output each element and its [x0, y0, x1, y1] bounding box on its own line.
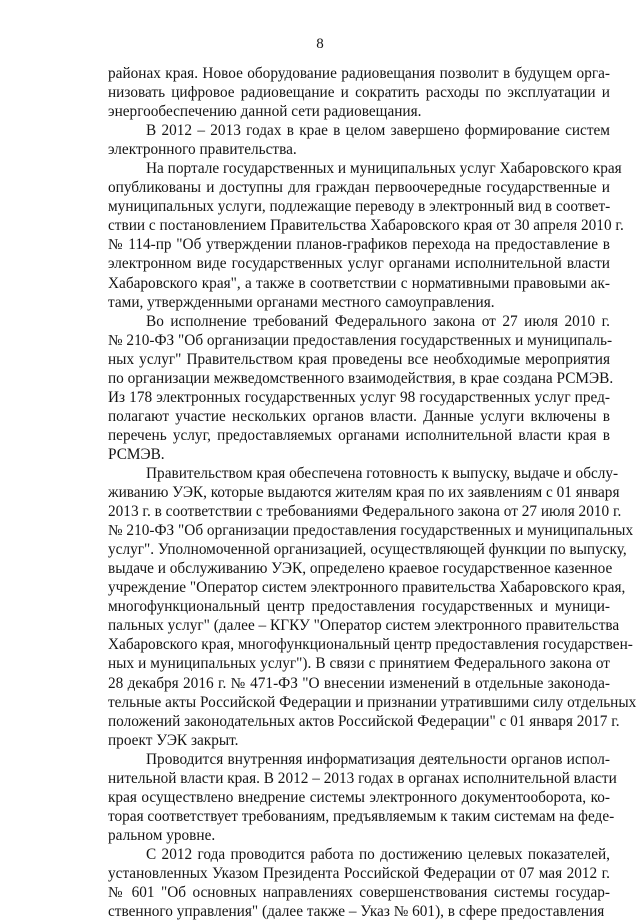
text-line: установленных Указом Президента Российской Федерации от 07 мая 2012 г. — [108, 864, 610, 882]
text-line: выдаче и обслуживанию УЭК, определено краевое государственное казенное — [108, 560, 613, 578]
text-line: Во исполнение требований Федерального закона от 27 июля 2010 г. — [146, 312, 610, 330]
text-line: электронном виде государственных услуг органами исполнительной власти — [108, 255, 610, 273]
text-line: проект УЭК закрыт. — [108, 731, 239, 749]
paragraph — [108, 750, 617, 845]
text-line: 28 декабря 2016 г. № 471-ФЗ "О внесении изменений в отдельные законода- — [108, 674, 610, 692]
text-line: На портале государственных и муниципальных услуг Хабаровского края — [146, 160, 622, 178]
page-number: 8 — [316, 36, 324, 52]
text-line: пальных услуг" (далее – КГКУ "Оператор систем электронного правительства — [108, 617, 620, 635]
text-line: № 114-пр "Об утверждении планов-графиков перехода на предоставление в — [108, 236, 610, 254]
text-line: опубликованы и доступны для граждан первоочередные государственные и — [108, 179, 610, 197]
text-line: В 2012 – 2013 годах в крае в целом завершено формирование систем — [146, 122, 610, 140]
text-line: № 210-ФЗ "Об организации предоставления государственных и муниципальных — [108, 522, 634, 540]
text-line: перечень услуг, предоставляемых органами исполнительной власти края в — [108, 426, 610, 444]
text-line: ных услуг" Правительством края проведены все необходимые мероприятия — [108, 350, 610, 368]
text-line: ральном уровне. — [108, 826, 216, 844]
paragraph — [108, 845, 610, 921]
text-line: тельные акты Российской Федерации и признании утратившими силу отдельных — [108, 693, 637, 711]
text-line: нительной власти края. В 2012 – 2013 годах в органах исполнительной власти — [108, 769, 617, 787]
text-line: ственного управления" (далее также – Указ № 601), в сфере предоставления — [108, 903, 605, 921]
text-line: тами, утвержденными органами местного самоуправления. — [108, 293, 495, 311]
text-line: края осуществлено внедрение системы электронного документооборота, ко- — [108, 788, 610, 806]
text-line: Из 178 электронных государственных услуг 98 государственных услуг пред- — [108, 388, 610, 406]
paragraph — [108, 121, 610, 159]
text-line: положений законодательных актов Российской Федерации" с 01 января 2017 г. — [108, 712, 620, 730]
paragraph — [108, 64, 610, 121]
text-line: торая соответствует требованиям, предъявляемым к таким системам на феде- — [108, 807, 615, 825]
text-line: учреждение "Оператор систем электронного правительства Хабаровского края, — [108, 579, 626, 597]
document-body — [108, 64, 637, 921]
text-line: полагают участие нескольких органов власти. Данные услуги включены в — [108, 407, 610, 425]
text-line: многофункциональный центр предоставления государственных и муници- — [108, 598, 610, 616]
paragraph — [108, 464, 637, 750]
text-line: муниципальных услуги, подлежащие переводу в электронный вид в соответ- — [108, 198, 611, 216]
text-line: электронного правительства. — [108, 141, 297, 159]
text-line: районах края. Новое оборудование радиовещания позволит в будущем орга- — [108, 65, 610, 82]
paragraph — [108, 159, 624, 311]
text-line: РСМЭВ. — [108, 445, 165, 463]
text-line: Хабаровского края, многофункциональный центр предоставления государствен- — [108, 636, 633, 654]
text-line: № 601 "Об основных направлениях совершенствования системы государ- — [108, 884, 610, 902]
text-line: № 210-ФЗ "Об организации предоставления государственных и муниципаль- — [108, 331, 613, 349]
text-line: по организации межведомственного взаимодействия, в крае создана РСМЭВ. — [108, 369, 614, 387]
text-line: ствии с постановлением Правительства Хабаровского края от 30 апреля 2010 г. — [108, 217, 624, 235]
text-line: ных и муниципальных услуг"). В связи с принятием Федерального закона от — [108, 655, 610, 673]
text-line: С 2012 года проводится работа по достижению целевых показателей, — [146, 845, 610, 863]
text-line: живанию УЭК, которые выдаются жителям края по их заявлениям с 01 января — [108, 484, 620, 502]
paragraph — [108, 312, 614, 464]
text-line: Хабаровского края", а также в соответствии с нормативными правовыми ак- — [108, 274, 610, 292]
text-line: 2013 г. в соответствии с требованиями Федерального закона от 27 июля 2010 г. — [108, 503, 622, 521]
text-line: услуг". Уполномоченной организацией, осуществляющей функции по выпуску, — [108, 541, 627, 559]
text-line: энергообеспечению данной сети радиовещания. — [108, 103, 422, 121]
text-line: Проводится внутренняя информатизация деятельности органов испол- — [146, 750, 610, 768]
text-line: Правительством края обеспечена готовность к выпуску, выдаче и обслу- — [146, 464, 619, 482]
text-line: низовать цифровое радиовещание и сократить расходы по эксплуатации и — [108, 84, 610, 102]
